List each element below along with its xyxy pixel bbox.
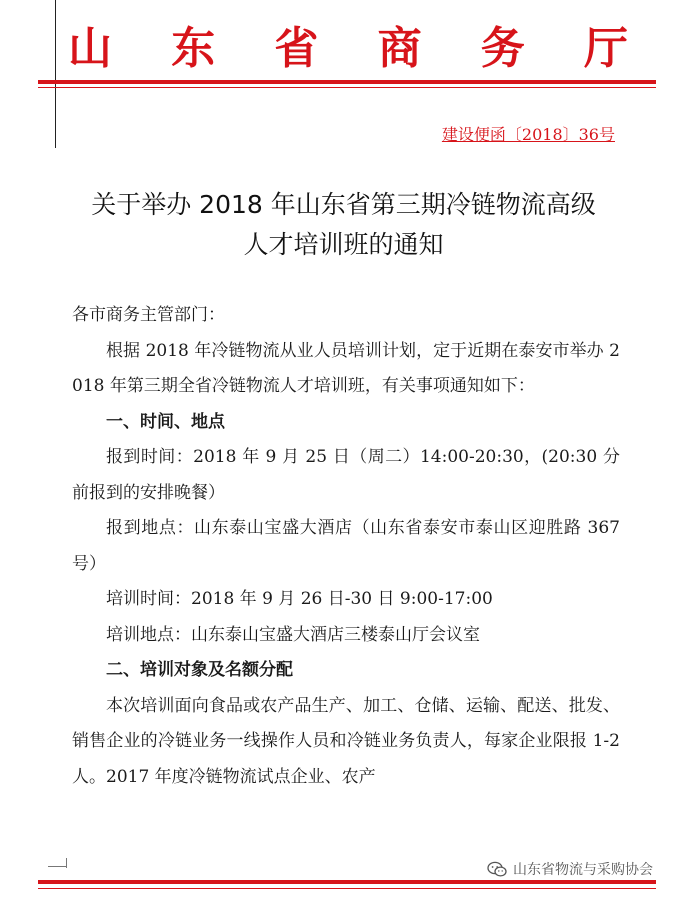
org-header bbox=[68, 14, 628, 74]
section-heading: 一、时间、地点 bbox=[106, 411, 225, 432]
org-char: 东 bbox=[171, 23, 216, 74]
corner-mark bbox=[48, 866, 66, 867]
training-place: 培训地点：山东泰山宝盛大酒店三楼泰山厅会议室 bbox=[106, 624, 480, 645]
document-title bbox=[40, 185, 647, 265]
intro-paragraph: 根据 2018 年冷链物流从业人员培训计划，定于近期在泰安市举办 2018 年第三期全省冷链物流人才培训班，有关事项通知如下： bbox=[72, 340, 620, 396]
corner-mark bbox=[66, 858, 67, 868]
watermark-text: 山东省物流与采购协会 bbox=[513, 862, 653, 878]
org-char: 务 bbox=[480, 23, 525, 74]
org-char: 商 bbox=[377, 23, 422, 74]
report-time: 报到时间：2018 年 9 月 25 日（周二）14:00-20:30，(20:30 分前报到的安排晚餐） bbox=[72, 447, 620, 503]
report-place: 报到地点：山东泰山宝盛大酒店（山东省泰安市泰山区迎胜路 367 号） bbox=[72, 518, 620, 574]
section-heading: 二、培训对象及名额分配 bbox=[106, 660, 293, 680]
document-body bbox=[72, 298, 620, 795]
org-char: 省 bbox=[274, 23, 319, 74]
wechat-icon bbox=[487, 861, 507, 878]
document-number: 建设便函〔2018〕36号 bbox=[441, 125, 615, 144]
header-rule-thick bbox=[38, 80, 656, 84]
crop-mark bbox=[55, 0, 56, 148]
training-time: 培训时间：2018 年 9 月 26 日-30 日 9:00-17:00 bbox=[106, 589, 493, 609]
title-line: 人才培训班的通知 bbox=[243, 230, 444, 259]
header-rule-thin bbox=[38, 87, 656, 88]
watermark bbox=[487, 858, 653, 880]
org-char: 厅 bbox=[583, 23, 628, 74]
footer-rule-thick bbox=[38, 880, 656, 884]
org-char: 山 bbox=[68, 23, 112, 74]
salutation: 各市商务主管部门： bbox=[72, 305, 225, 325]
section2-paragraph: 本次培训面向食品或农产品生产、加工、仓储、运输、配送、批发、销售企业的冷链业务一线操作人员和冷链业务负责人，每家企业限报 1-2 人。2017 年度冷链物流试点企业、农产 bbox=[72, 695, 620, 787]
title-line: 关于举办 2018 年山东省第三期冷链物流高级 bbox=[91, 190, 596, 219]
footer-rule-thin bbox=[38, 888, 656, 889]
